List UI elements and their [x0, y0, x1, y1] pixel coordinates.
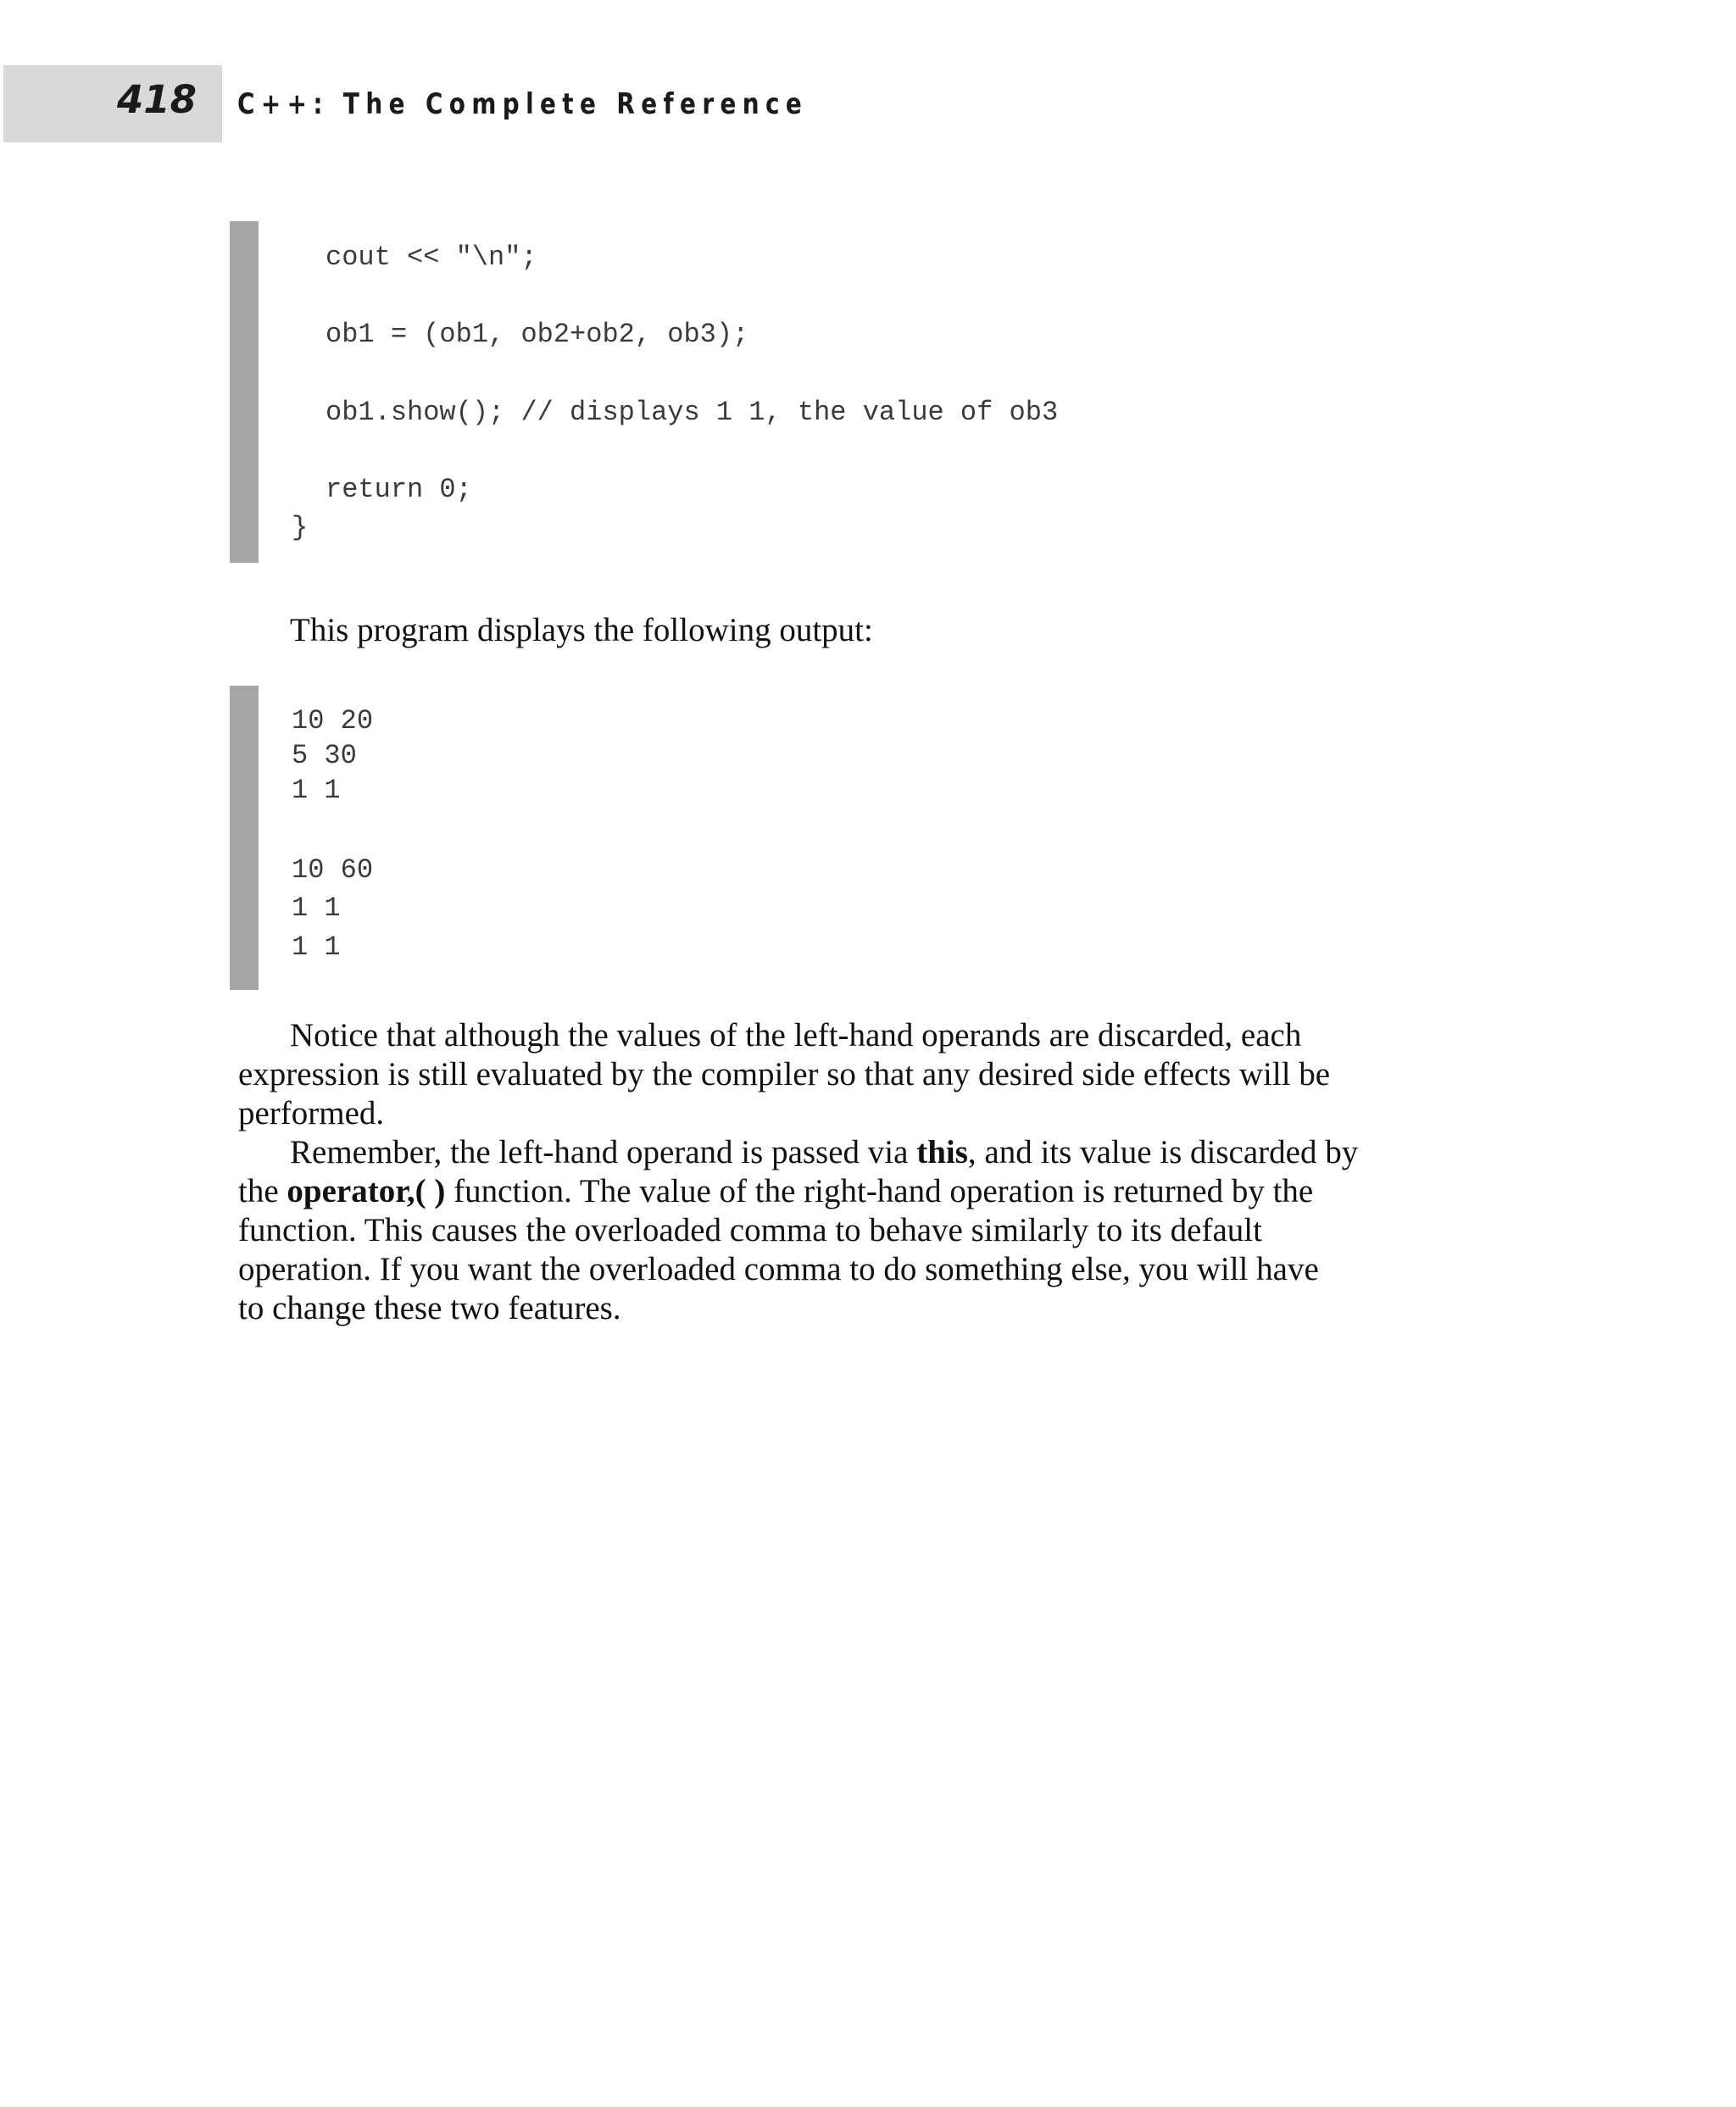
code-line: return 0; — [326, 474, 472, 505]
output-line: 1 1 — [292, 892, 341, 924]
paragraph-2-line: Remember, the left-hand operand is passed via this, and its value is discarded by — [290, 1134, 1359, 1170]
intro-text: This program displays the following output: — [290, 612, 873, 648]
code-block-bar — [230, 221, 259, 563]
paragraph-1-line: Notice that although the values of the left-hand operands are discarded, each — [290, 1017, 1302, 1054]
paragraph-2-line: to change these two features. — [238, 1290, 621, 1326]
keyword-this: this — [916, 1134, 968, 1170]
output-line: 10 20 — [292, 705, 374, 737]
output-line: 1 1 — [292, 931, 341, 963]
output-block-bar — [230, 686, 259, 990]
page-number: 418 — [117, 77, 197, 122]
output-line: 5 30 — [292, 740, 357, 771]
output-line: 1 1 — [292, 775, 341, 806]
paragraph-2-line: the operator,( ) function. The value of the right-hand operation is returned by the — [238, 1173, 1314, 1209]
code-line: } — [292, 512, 309, 543]
running-header-title: C++: The Complete Reference — [237, 87, 809, 121]
paragraph-2-line: operation. If you want the overloaded comma to do something else, you will have — [238, 1251, 1319, 1287]
code-line: ob1.show(); // displays 1 1, the value of ob3 — [326, 397, 1059, 428]
keyword-operator-comma: operator,( ) — [287, 1173, 446, 1209]
paragraph-1-line: expression is still evaluated by the compiler so that any desired side effects will be — [238, 1056, 1331, 1092]
paragraph-1-line: performed. — [238, 1095, 385, 1131]
code-line: ob1 = (ob1, ob2+ob2, ob3); — [326, 319, 749, 350]
output-line: 10 60 — [292, 854, 374, 886]
paragraph-2-line: function. This causes the overloaded comma to behave similarly to its default — [238, 1212, 1262, 1248]
code-line: cout << "\n"; — [326, 242, 537, 273]
